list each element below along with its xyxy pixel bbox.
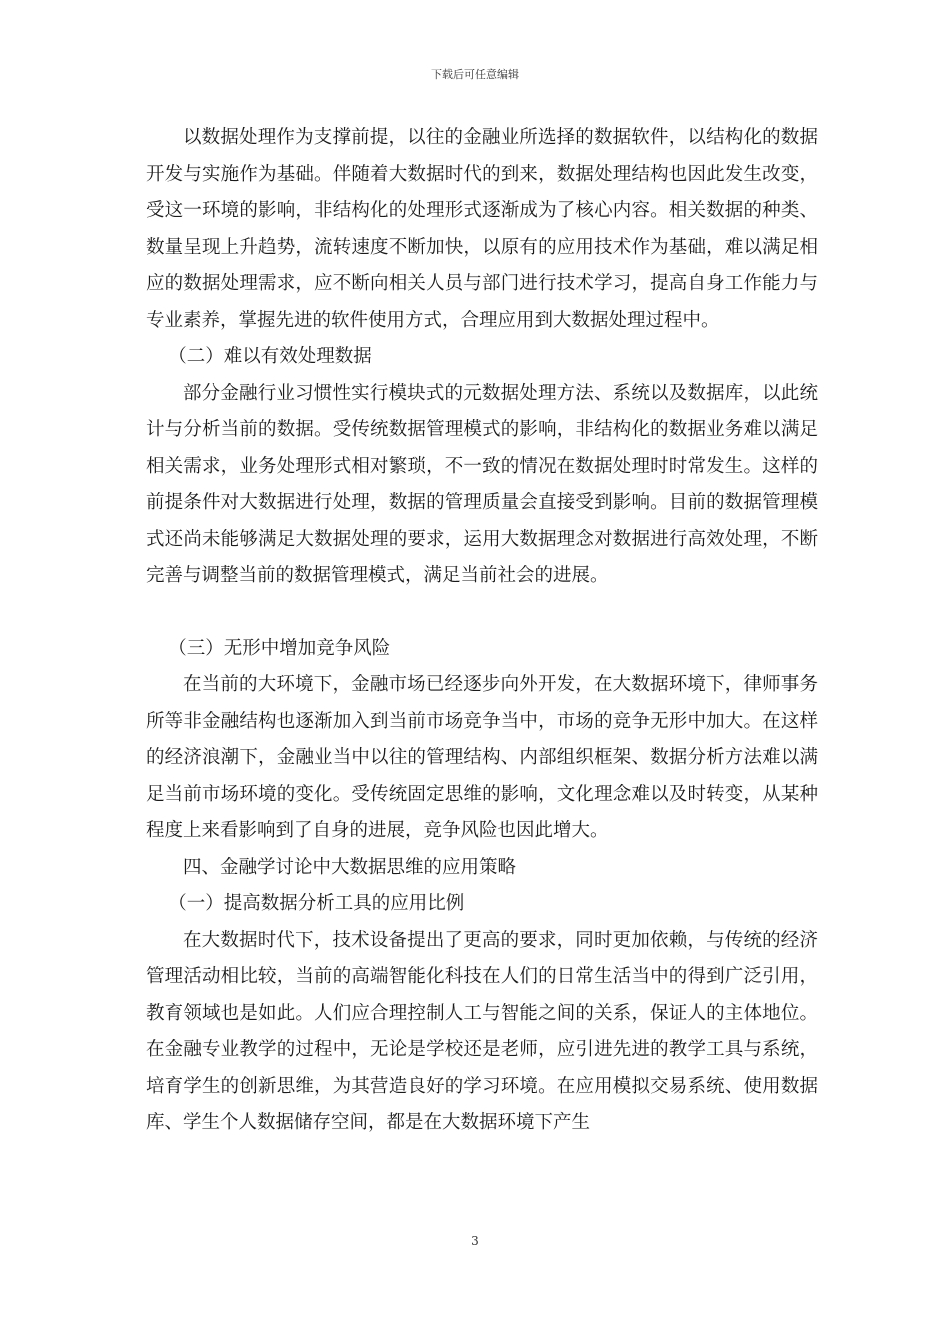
blank-line — [146, 595, 818, 631]
page-header: 下载后可任意编辑 — [431, 68, 519, 81]
chapter-heading-4: 四、金融学讨论中大数据思维的应用策略 — [183, 856, 517, 878]
section-heading-4-1: （一）提高数据分析工具的应用比例 — [168, 893, 465, 914]
section-heading-2: （二）难以有效处理数据 — [168, 346, 372, 367]
page-number: 3 — [471, 1234, 479, 1248]
document-body — [146, 120, 818, 1142]
paragraph-data-handling: 部分金融行业习惯性实行模块式的元数据处理方法、系统以及数据库，以此统计与分析当前的数据。受传统数据管理模式的影响，非结构化的数据业务难以满足相关需求，业务处理形式相对繁琐，不一致的情况在数据处理时时常发生。这样的前提条件对大数据进行处理，数据的管理质量会直接受到影响。目前的数据管理模式还尚未能够满足大数据处理的要求，运用大数据理念对数据进行高效处理，不断完善与调整当前的数据管理模式，满足当前社会的进展。 — [146, 382, 818, 586]
paragraph-data-processing: 以数据处理作为支撑前提，以往的金融业所选择的数据软件，以结构化的数据开发与实施作为基础。伴随着大数据时代的到来，数据处理结构也因此发生改变，受这一环境的影响，非结构化的处理形式逐渐成为了核心内容。相关数据的种类、数量呈现上升趋势，流转速度不断加快，以原有的应用技术作为基础，难以满足相应的数据处理需求，应不断向相关人员与部门进行技术学习，提高自身工作能力与专业素养，掌握先进的软件使用方式，合理应用到大数据处理过程中。 — [146, 127, 818, 331]
paragraph-analysis-tools: 在大数据时代下，技术设备提出了更高的要求，同时更加依赖，与传统的经济管理活动相比较，当前的高端智能化科技在人们的日常生活当中的得到广泛引用，教育领域也是如此。人们应合理控制人工与智能之间的关系，保证人的主体地位。在金融专业教学的过程中，无论是学校还是老师，应引进先进的教学工具与系统，培育学生的创新思维，为其营造良好的学习环境。在应用模拟交易系统、使用数据库、学生个人数据储存空间，都是在大数据环境下产生 — [146, 929, 818, 1133]
paragraph-competition-risk: 在当前的大环境下，金融市场已经逐步向外开发，在大数据环境下，律师事务所等非金融结构也逐渐加入到当前市场竞争当中，市场的竞争无形中加大。在这样的经济浪潮下，金融业当中以往的管理结构、内部组织框架、数据分析方法难以满足当前市场环境的变化。受传统固定思维的影响，文化理念难以及时转变，从某种程度上来看影响到了自身的进展，竞争风险也因此增大。 — [146, 674, 818, 841]
section-heading-3: （三）无形中增加竞争风险 — [168, 637, 391, 659]
